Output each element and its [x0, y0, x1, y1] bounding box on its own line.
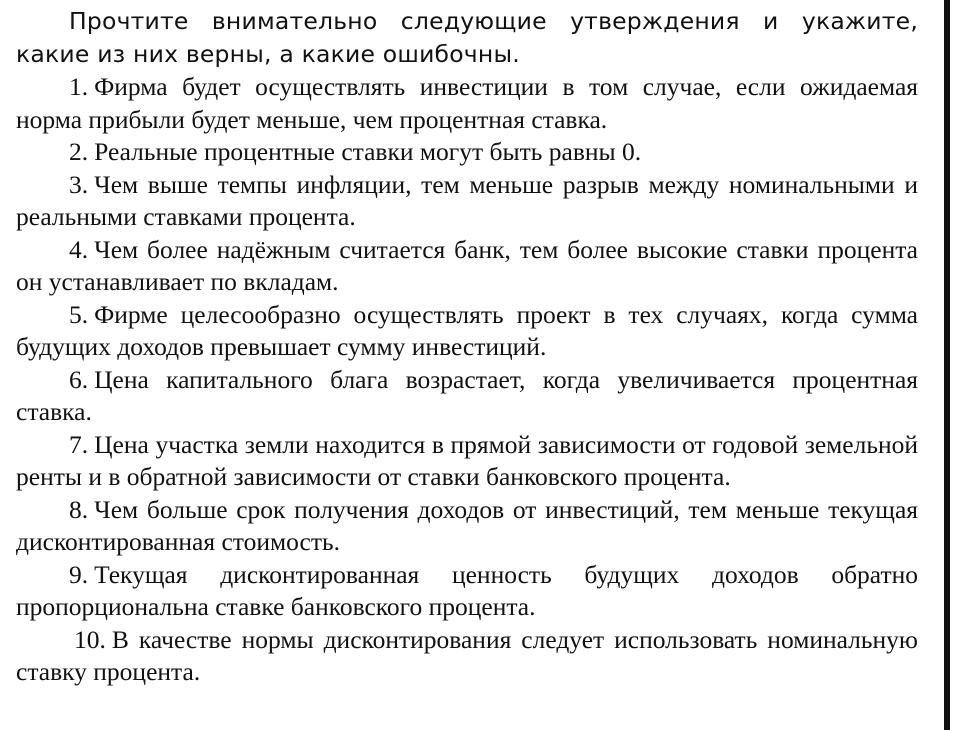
statement-number: 10. [74, 624, 106, 654]
document-content [16, 5, 918, 689]
instruction-text: Прочтите внимательно следующие утверждения и укажите, какие из них верны, а какие ошибочны. [16, 7, 918, 68]
statement-number: 9. [69, 559, 89, 589]
statement-text: Цена капитального блага возрастает, когда увеличивается процентная ставка. [16, 364, 918, 426]
statement-6 [16, 364, 918, 429]
statement-8 [16, 494, 918, 559]
statement-number: 5. [69, 299, 89, 329]
statement-number: 4. [69, 234, 89, 264]
statement-number: 2. [69, 137, 89, 166]
statement-3 [16, 169, 918, 234]
statement-number: 6. [69, 364, 89, 394]
statement-5 [16, 299, 918, 364]
statement-number: 7. [69, 429, 89, 459]
statement-text: Чем более надёжным считается банк, тем более высокие ставки процента он устанавливает по вкладам. [16, 234, 918, 296]
statement-number: 1. [69, 72, 89, 101]
statement-7 [16, 429, 918, 494]
statement-text: В качестве нормы дисконтирования следует использовать номинальную ставку процента. [16, 624, 918, 686]
statement-number: 3. [69, 169, 89, 199]
statement-text: Реальные процентные ставки могут быть равны 0. [94, 137, 642, 166]
statement-text: Текущая дисконтированная ценность будущих доходов обратно пропорциональна ставке банковского процента. [16, 559, 918, 621]
statement-text: Чем выше темпы инфляции, тем меньше разрыв между номинальными и реальными ставками процента. [16, 169, 918, 231]
statement-2 [16, 136, 918, 169]
statement-text: Фирме целесообразно осуществлять проект в тех случаях, когда сумма будущих доходов превышает сумму инвестиций. [16, 299, 918, 361]
statement-number: 8. [69, 494, 89, 524]
statement-text: Цена участка земли находится в прямой зависимости от годовой земельной ренты и в обратной зависимости от ставки банковского процента. [16, 429, 918, 491]
statement-4 [16, 234, 918, 299]
statement-text: Чем больше срок получения доходов от инвестиций, тем меньше текущая дисконтированная стоимость. [16, 494, 918, 556]
statement-10 [16, 624, 918, 689]
statement-1 [16, 71, 918, 136]
statement-9 [16, 559, 918, 624]
statement-text: Фирма будет осуществлять инвестиции в том случае, если ожидаемая норма прибыли будет меньше, чем процентная ставка. [16, 72, 918, 134]
